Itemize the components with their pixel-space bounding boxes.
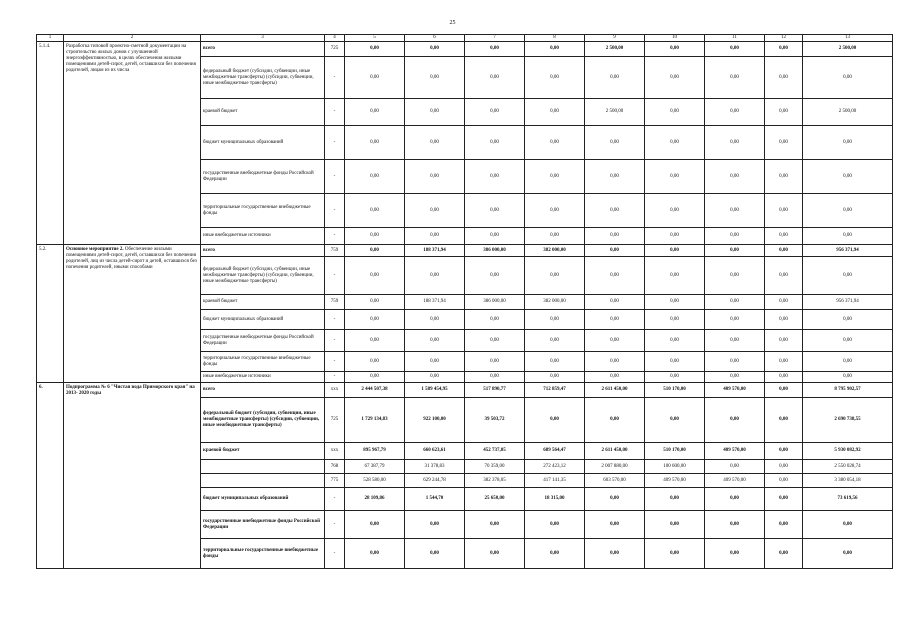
value-cell: 0,00 (705, 398, 765, 443)
value-cell: 517 890,77 (465, 383, 525, 398)
value-cell: 0,00 (405, 126, 465, 160)
value-cell: 0,00 (645, 295, 705, 310)
value-cell: 0,00 (345, 372, 405, 383)
source-label (201, 460, 325, 474)
column-header: 3 (201, 35, 325, 42)
value-cell: 0,00 (405, 511, 465, 539)
value-cell: 3 380 054,18 (803, 474, 893, 488)
value-cell: 956 371,94 (803, 295, 893, 310)
value-cell: 0,00 (465, 99, 525, 126)
value-cell: 2 611 450,00 (585, 383, 645, 398)
value-cell: 382 000,00 (525, 295, 585, 310)
value-cell: 0,00 (705, 99, 765, 126)
column-header: 8 (525, 35, 585, 42)
value-cell: 0,00 (525, 228, 585, 245)
value-cell: 0,00 (705, 539, 765, 569)
budget-code: - (325, 126, 345, 160)
value-cell: 0,00 (765, 383, 803, 398)
budget-code: 725 (325, 42, 345, 57)
section-title-lead: Основное мероприятие 2. (66, 247, 124, 252)
value-cell: 386 000,00 (465, 295, 525, 310)
value-cell: 0,00 (765, 228, 803, 245)
value-cell: 0,00 (405, 330, 465, 352)
section-title (64, 42, 201, 245)
value-cell: 0,00 (765, 398, 803, 443)
source-label: краевой бюджет (201, 443, 325, 460)
value-cell: 0,00 (345, 160, 405, 194)
value-cell: 0,00 (585, 488, 645, 511)
value-cell: 0,00 (705, 295, 765, 310)
value-cell: 0,00 (705, 352, 765, 372)
value-cell: 0,00 (405, 160, 465, 194)
value-cell: 0,00 (525, 126, 585, 160)
value-cell: 1 589 454,95 (405, 383, 465, 398)
value-cell: 0,00 (525, 160, 585, 194)
value-cell: 0,00 (525, 539, 585, 569)
value-cell: 0,00 (765, 126, 803, 160)
value-cell: 0,00 (465, 126, 525, 160)
value-cell: 0,00 (765, 42, 803, 57)
value-cell: 25 650,00 (465, 488, 525, 511)
value-cell: 0,00 (765, 99, 803, 126)
value-cell: 0,00 (585, 295, 645, 310)
source-label: территориальные государственные внебюджетные фонды (201, 539, 325, 569)
value-cell: 0,00 (803, 539, 893, 569)
source-label (201, 474, 325, 488)
budget-code: - (325, 228, 345, 245)
budget-code: - (325, 352, 345, 372)
value-cell: 0,00 (705, 511, 765, 539)
budget-code: - (325, 160, 345, 194)
value-cell: 0,00 (585, 257, 645, 295)
source-label: территориальные государственные внебюджетные фонды (201, 352, 325, 372)
value-cell: 0,00 (345, 228, 405, 245)
section-title-text: Подпрограмма № 6 "Чистая вода Приморского края" на 2013- 2020 годы (66, 385, 195, 396)
value-cell: 73 619,56 (803, 488, 893, 511)
value-cell: 0,00 (765, 474, 803, 488)
value-cell: 0,00 (705, 160, 765, 194)
source-label: иные внебюджетные источники (201, 228, 325, 245)
value-cell: 895 967,79 (345, 443, 405, 460)
budget-code: 759 (325, 245, 345, 257)
budget-code: - (325, 539, 345, 569)
value-cell: 0,00 (345, 310, 405, 330)
value-cell: 100 600,00 (645, 460, 705, 474)
value-cell: 0,00 (345, 352, 405, 372)
value-cell: 603 570,00 (585, 474, 645, 488)
value-cell: 0,00 (645, 398, 705, 443)
value-cell: 0,00 (705, 310, 765, 330)
table-row (37, 245, 893, 257)
source-label: бюджет муниципальных образований (201, 310, 325, 330)
value-cell: 0,00 (765, 257, 803, 295)
source-label: бюджет муниципальных образований (201, 126, 325, 160)
value-cell: 0,00 (705, 330, 765, 352)
column-header: 4 (325, 35, 345, 42)
source-label: государственные внебюджетные фонды Российской Федерации (201, 160, 325, 194)
value-cell: 689 564,47 (525, 443, 585, 460)
value-cell: 2 500,00 (585, 99, 645, 126)
value-cell: 629 244,78 (405, 474, 465, 488)
value-cell: 2 444 507,38 (345, 383, 405, 398)
value-cell: 0,00 (345, 295, 405, 310)
value-cell: 409 570,00 (705, 474, 765, 488)
value-cell: 0,00 (525, 194, 585, 228)
source-label: федеральный бюджет (субсидии, субвенции, иные межбюджетные трансферты) (субсидии, субвенции, иные межбюджетные трансферты) (201, 398, 325, 443)
value-cell: 18 315,00 (525, 488, 585, 511)
value-cell: 0,00 (465, 160, 525, 194)
column-header: 10 (645, 35, 705, 42)
value-cell: 417 141,35 (525, 474, 585, 488)
value-cell: 0,00 (585, 228, 645, 245)
budget-code: - (325, 57, 345, 99)
value-cell: 0,00 (645, 126, 705, 160)
budget-code: - (325, 310, 345, 330)
value-cell: 2 611 450,00 (585, 443, 645, 460)
value-cell: 0,00 (585, 511, 645, 539)
value-cell: 70 359,00 (465, 460, 525, 474)
column-header-row (37, 35, 893, 42)
source-label: краевой бюджет (201, 99, 325, 126)
value-cell: 67 387,79 (345, 460, 405, 474)
value-cell: 0,00 (525, 511, 585, 539)
column-header: 5 (345, 35, 405, 42)
value-cell: 0,00 (765, 460, 803, 474)
value-cell: 0,00 (645, 488, 705, 511)
value-cell: 0,00 (705, 57, 765, 99)
value-cell: 0,00 (705, 245, 765, 257)
source-label: всего (201, 245, 325, 257)
value-cell: 0,00 (765, 295, 803, 310)
value-cell: 0,00 (405, 42, 465, 57)
value-cell: 31 378,83 (405, 460, 465, 474)
value-cell: 0,00 (645, 160, 705, 194)
source-label: всего (201, 42, 325, 57)
source-label: бюджет муниципальных образований (201, 488, 325, 511)
value-cell: 712 859,47 (525, 383, 585, 398)
source-label: федеральный бюджет (субсидии, субвенции, иные межбюджетные трансферты) (субсидии, субвенции, иные межбюджетные трансферты) (201, 57, 325, 99)
value-cell: 0,00 (465, 330, 525, 352)
value-cell: 0,00 (645, 57, 705, 99)
value-cell: 0,00 (405, 539, 465, 569)
section-title-text: Разработка типовой проектно-сметной документации на строительство жилых домов с улучшенной энергоэффективностью, в целях обеспечения жилыми помещениями детей-сирот, детей, оставшихся без попечения родителей, лицам из их числа (66, 44, 196, 73)
value-cell: 0,00 (645, 194, 705, 228)
budget-code: - (325, 511, 345, 539)
column-header: 6 (405, 35, 465, 42)
value-cell: 922 100,00 (405, 398, 465, 443)
section-title (64, 245, 201, 383)
value-cell: 0,00 (585, 398, 645, 443)
value-cell: 0,00 (803, 352, 893, 372)
value-cell: 0,00 (345, 539, 405, 569)
value-cell: 409 570,00 (705, 383, 765, 398)
column-header: 1 (37, 35, 64, 42)
value-cell: 2 690 738,55 (803, 398, 893, 443)
value-cell: 528 580,00 (345, 474, 405, 488)
value-cell: 452 737,05 (465, 443, 525, 460)
value-cell: 0,00 (345, 511, 405, 539)
value-cell: 0,00 (765, 194, 803, 228)
budget-code: 725 (325, 398, 345, 443)
budget-code: xxx (325, 383, 345, 398)
value-cell: 0,00 (585, 245, 645, 257)
value-cell: 956 371,94 (803, 245, 893, 257)
value-cell: 0,00 (525, 352, 585, 372)
value-cell: 2 007 880,00 (585, 460, 645, 474)
column-header: 7 (465, 35, 525, 42)
value-cell: 0,00 (465, 352, 525, 372)
value-cell: 0,00 (765, 57, 803, 99)
budget-code: xxx (325, 443, 345, 460)
value-cell: 0,00 (585, 310, 645, 330)
value-cell: 0,00 (345, 126, 405, 160)
value-cell: 0,00 (645, 511, 705, 539)
value-cell: 0,00 (645, 245, 705, 257)
value-cell: 0,00 (645, 539, 705, 569)
value-cell: 0,00 (645, 42, 705, 57)
value-cell: 188 371,94 (405, 295, 465, 310)
value-cell: 2 550 028,74 (803, 460, 893, 474)
value-cell: 0,00 (465, 511, 525, 539)
value-cell: 0,00 (803, 372, 893, 383)
value-cell: 0,00 (765, 160, 803, 194)
value-cell: 0,00 (645, 257, 705, 295)
value-cell: 0,00 (525, 310, 585, 330)
value-cell: 0,00 (705, 42, 765, 57)
value-cell: 8 795 902,57 (803, 383, 893, 398)
value-cell: 0,00 (405, 257, 465, 295)
value-cell: 0,00 (765, 443, 803, 460)
value-cell: 0,00 (525, 330, 585, 352)
value-cell: 0,00 (405, 352, 465, 372)
value-cell: 0,00 (803, 194, 893, 228)
value-cell: 0,00 (803, 310, 893, 330)
budget-code: - (325, 488, 345, 511)
value-cell: 5 930 082,92 (803, 443, 893, 460)
table-row (37, 383, 893, 398)
value-cell: 0,00 (765, 245, 803, 257)
budget-code: 775 (325, 474, 345, 488)
value-cell: 0,00 (525, 372, 585, 383)
value-cell: 382 378,05 (465, 474, 525, 488)
value-cell: 0,00 (645, 372, 705, 383)
section-title (64, 383, 201, 569)
value-cell: 0,00 (525, 257, 585, 295)
column-header: 11 (705, 35, 765, 42)
value-cell: 0,00 (765, 511, 803, 539)
section-number: 5.2. (37, 245, 64, 383)
section-number: 6. (37, 383, 64, 569)
value-cell: 0,00 (525, 57, 585, 99)
value-cell: 0,00 (803, 228, 893, 245)
value-cell: 0,00 (765, 488, 803, 511)
value-cell: 382 000,00 (525, 245, 585, 257)
page-number: 25 (449, 20, 456, 26)
value-cell: 0,00 (645, 330, 705, 352)
value-cell: 0,00 (405, 372, 465, 383)
value-cell: 0,00 (465, 194, 525, 228)
value-cell: 0,00 (765, 310, 803, 330)
value-cell: 0,00 (405, 194, 465, 228)
value-cell: 386 000,00 (465, 245, 525, 257)
value-cell: 0,00 (345, 330, 405, 352)
value-cell: 0,00 (705, 126, 765, 160)
value-cell: 510 170,00 (645, 383, 705, 398)
budget-code: 768 (325, 460, 345, 474)
section-title-rest: Обеспечение жилыми помещениями детей-сирот, детей, оставшихся без попечения родителей, лиц из числа детей-сирот и детей, оставшихся без попечения родителей, иными способами (66, 247, 197, 270)
value-cell: 0,00 (803, 57, 893, 99)
budget-code: - (325, 99, 345, 126)
value-cell: 0,00 (345, 99, 405, 126)
value-cell: 0,00 (803, 126, 893, 160)
value-cell: 2 500,00 (803, 99, 893, 126)
value-cell: 1 729 134,83 (345, 398, 405, 443)
source-label: всего (201, 383, 325, 398)
value-cell: 0,00 (705, 460, 765, 474)
value-cell: 0,00 (345, 42, 405, 57)
value-cell: 0,00 (345, 194, 405, 228)
budget-code: - (325, 330, 345, 352)
value-cell: 0,00 (765, 352, 803, 372)
value-cell: 0,00 (803, 330, 893, 352)
value-cell: 0,00 (405, 228, 465, 245)
source-label: краевой бюджет (201, 295, 325, 310)
column-header: 9 (585, 35, 645, 42)
value-cell: 0,00 (585, 160, 645, 194)
table-body (37, 35, 893, 569)
value-cell: 0,00 (465, 539, 525, 569)
value-cell: 39 503,72 (465, 398, 525, 443)
value-cell: 0,00 (465, 310, 525, 330)
budget-code: - (325, 372, 345, 383)
value-cell: 0,00 (345, 57, 405, 99)
budget-code: 759 (325, 295, 345, 310)
value-cell: 510 170,00 (645, 443, 705, 460)
value-cell: 0,00 (803, 511, 893, 539)
value-cell: 0,00 (585, 330, 645, 352)
value-cell: 0,00 (465, 42, 525, 57)
budget-code: - (325, 194, 345, 228)
value-cell: 0,00 (345, 257, 405, 295)
value-cell: 0,00 (525, 398, 585, 443)
column-header: 13 (803, 35, 893, 42)
value-cell: 0,00 (645, 228, 705, 245)
column-header: 2 (64, 35, 201, 42)
budget-table (36, 34, 893, 569)
source-label: государственные внебюджетные фонды Российской Федерации (201, 330, 325, 352)
column-header: 12 (765, 35, 803, 42)
value-cell: 0,00 (585, 372, 645, 383)
value-cell: 0,00 (585, 57, 645, 99)
value-cell: 0,00 (525, 42, 585, 57)
value-cell: 660 623,61 (405, 443, 465, 460)
value-cell: 0,00 (765, 330, 803, 352)
section-number: 5.1.4. (37, 42, 64, 245)
value-cell: 409 570,00 (645, 474, 705, 488)
value-cell: 1 544,70 (405, 488, 465, 511)
value-cell: 0,00 (585, 126, 645, 160)
value-cell: 0,00 (465, 57, 525, 99)
value-cell: 409 570,00 (705, 443, 765, 460)
value-cell: 0,00 (465, 257, 525, 295)
value-cell: 0,00 (405, 99, 465, 126)
source-label: территориальные государственные внебюджетные фонды (201, 194, 325, 228)
value-cell: 0,00 (705, 257, 765, 295)
value-cell: 0,00 (405, 57, 465, 99)
value-cell: 0,00 (645, 310, 705, 330)
table-row (37, 42, 893, 57)
value-cell: 0,00 (765, 539, 803, 569)
value-cell: 0,00 (803, 160, 893, 194)
source-label: государственные внебюджетные фонды Российской Федерации (201, 511, 325, 539)
value-cell: 0,00 (405, 310, 465, 330)
value-cell: 272 423,12 (525, 460, 585, 474)
value-cell: 0,00 (345, 245, 405, 257)
budget-code: - (325, 257, 345, 295)
value-cell: 0,00 (585, 352, 645, 372)
value-cell: 0,00 (803, 257, 893, 295)
value-cell: 0,00 (705, 194, 765, 228)
value-cell: 0,00 (705, 488, 765, 511)
value-cell: 0,00 (705, 372, 765, 383)
source-label: иные внебюджетные источники (201, 372, 325, 383)
source-label: федеральный бюджет (субсидии, субвенции, иные межбюджетные трансферты) (субсидии, субвенции, иные межбюджетные трансферты) (201, 257, 325, 295)
value-cell: 0,00 (465, 228, 525, 245)
value-cell: 28 109,86 (345, 488, 405, 511)
value-cell: 2 500,00 (803, 42, 893, 57)
value-cell: 0,00 (525, 99, 585, 126)
value-cell: 0,00 (585, 539, 645, 569)
value-cell: 0,00 (585, 194, 645, 228)
value-cell: 0,00 (645, 99, 705, 126)
value-cell: 2 500,00 (585, 42, 645, 57)
value-cell: 0,00 (705, 228, 765, 245)
value-cell: 0,00 (645, 352, 705, 372)
value-cell: 0,00 (765, 372, 803, 383)
value-cell: 188 371,94 (405, 245, 465, 257)
value-cell: 0,00 (465, 372, 525, 383)
